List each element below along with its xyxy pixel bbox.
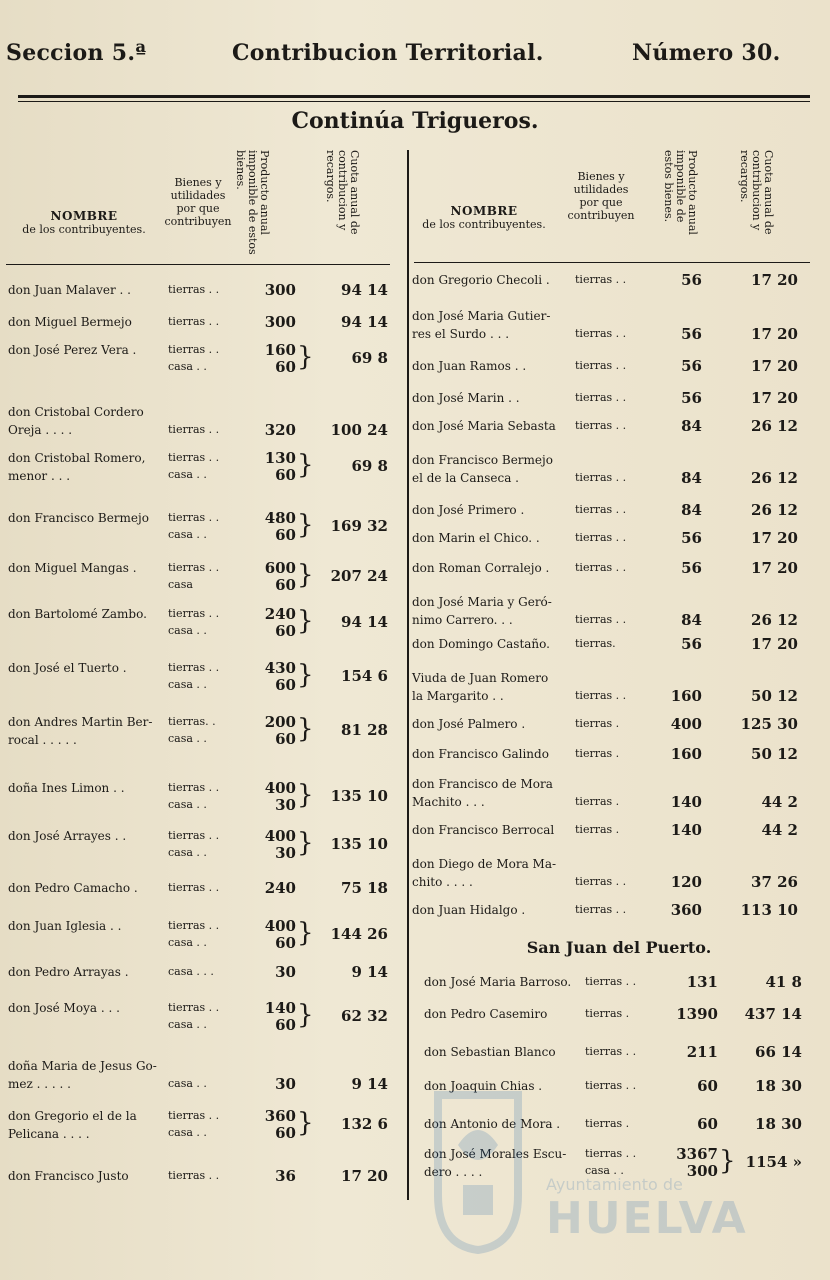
taxable-product: 84 <box>681 611 702 629</box>
contributor-name: don Francisco de Mora <box>412 777 553 791</box>
property-type: casa . . <box>168 1018 207 1031</box>
annual-quota: 207 24 <box>330 567 388 585</box>
annual-quota: 17 20 <box>751 389 798 407</box>
annual-quota: 66 14 <box>755 1043 802 1061</box>
taxable-product: 140 <box>264 999 296 1017</box>
property-type: tierras . . <box>575 391 627 404</box>
property-type: casa <box>168 578 193 591</box>
taxable-product: 211 <box>686 1043 718 1061</box>
annual-quota: 81 28 <box>341 721 388 739</box>
taxable-product: 240 <box>264 605 296 623</box>
taxable-product: 131 <box>686 973 718 991</box>
taxable-product: 60 <box>275 466 296 484</box>
annual-quota: 100 24 <box>330 421 388 439</box>
contributor-name: don Pedro Camacho . <box>8 881 138 895</box>
contributor-name: don Gregorio Checoli . <box>412 273 550 287</box>
taxable-product: 56 <box>681 357 702 375</box>
property-type: tierras . . <box>575 471 627 484</box>
section-heading: Seccion 5.ª <box>6 40 147 66</box>
left-header-producto: Producto anual imponible de estos bienes. <box>234 150 271 255</box>
annual-quota: 26 12 <box>751 469 798 487</box>
nombre-sublabel: de los contribuyentes. <box>22 223 146 236</box>
taxable-product: 160 <box>670 745 702 763</box>
watermark-line1: Ayuntamiento de <box>546 1175 683 1194</box>
property-type: tierras . . <box>585 1079 637 1092</box>
contributor-name: don Francisco Bermejo <box>8 511 149 525</box>
annual-quota: 62 32 <box>341 1007 388 1025</box>
watermark-line2: HUELVA <box>546 1193 748 1244</box>
contributor-name: don José Maria Sebasta <box>412 419 556 433</box>
property-type: tierras . . <box>575 689 627 702</box>
property-type: casa . . <box>585 1164 624 1177</box>
contributor-name: don José Marin . . <box>412 391 520 405</box>
taxable-product: 60 <box>275 730 296 748</box>
annual-quota: 132 6 <box>341 1115 388 1133</box>
contributor-name: don Andres Martin Ber- <box>8 715 153 729</box>
property-type: tierras . . <box>575 903 627 916</box>
annual-quota: 18 30 <box>755 1115 802 1133</box>
right-header-bienes: Bienes y utilidades por que contribuyen <box>567 170 635 222</box>
contributor-name: don Francisco Berrocal <box>412 823 555 837</box>
annual-quota: 17 20 <box>751 529 798 547</box>
brace-icon: } <box>297 1000 314 1030</box>
property-type: tierras . . <box>168 1109 220 1122</box>
taxable-product: 480 <box>264 509 296 527</box>
property-type: casa . . <box>168 624 207 637</box>
left-header-bienes: Bienes y utilidades por que contribuyen <box>164 176 232 228</box>
annual-quota: 1154 » <box>745 1153 802 1171</box>
contributor-name: don José Palmero . <box>412 717 526 731</box>
contributor-name: don Cristobal Cordero <box>8 405 144 419</box>
taxable-product: 200 <box>264 713 296 731</box>
annual-quota: 69 8 <box>351 457 388 475</box>
contributor-name: don Juan Iglesia . . <box>8 919 122 933</box>
contributor-name: mez . . . . . <box>8 1077 71 1091</box>
taxable-product: 56 <box>681 271 702 289</box>
property-type: tierras . <box>575 717 620 730</box>
taxable-product: 84 <box>681 469 702 487</box>
taxable-product: 84 <box>681 501 702 519</box>
taxable-product: 60 <box>697 1115 718 1133</box>
annual-quota: 26 12 <box>751 417 798 435</box>
taxable-product: 36 <box>275 1167 296 1185</box>
taxable-product: 400 <box>264 827 296 845</box>
contributor-name: res el Surdo . . . <box>412 327 510 341</box>
left-header-nombre <box>4 210 164 236</box>
property-type: tierras. <box>575 637 616 650</box>
property-type: tierras . . <box>575 273 627 286</box>
brace-icon: } <box>297 342 314 372</box>
brace-icon: } <box>719 1146 736 1176</box>
contributor-name: dero . . . . <box>424 1165 483 1179</box>
contributor-name: don Juan Hidalgo . <box>412 903 526 917</box>
brace-icon: } <box>297 828 314 858</box>
taxable-product: 30 <box>275 1075 296 1093</box>
contributor-name: don Cristobal Romero, <box>8 451 146 465</box>
annual-quota: 17 20 <box>751 357 798 375</box>
annual-quota: 94 14 <box>341 313 388 331</box>
annual-quota: 94 14 <box>341 613 388 631</box>
annual-quota: 26 12 <box>751 501 798 519</box>
property-type: tierras . . <box>585 1045 637 1058</box>
taxable-product: 360 <box>264 1107 296 1125</box>
taxable-product: 300 <box>686 1162 718 1180</box>
property-type: tierras . . <box>575 561 627 574</box>
subtitle: Continúa Trigueros. <box>291 108 539 134</box>
annual-quota: 9 14 <box>351 963 388 981</box>
contributor-name: Oreja . . . . <box>8 423 73 437</box>
taxable-product: 1390 <box>676 1005 718 1023</box>
property-type: tierras . . <box>168 661 220 674</box>
taxable-product: 30 <box>275 844 296 862</box>
property-type: tierras . . <box>575 503 627 516</box>
taxable-product: 84 <box>681 417 702 435</box>
annual-quota: 154 6 <box>341 667 388 685</box>
property-type: tierras . . <box>585 975 637 988</box>
nombre-label: NOMBRE <box>50 209 118 223</box>
annual-quota: 125 30 <box>740 715 798 733</box>
property-type: tierras . . <box>168 451 220 464</box>
property-type: casa . . <box>168 528 207 541</box>
taxable-product: 400 <box>264 917 296 935</box>
contributor-name: el de la Canseca . <box>412 471 519 485</box>
nombre-sublabel-right: de los contribuyentes. <box>422 218 546 231</box>
column-divider <box>407 150 409 1200</box>
section-san-juan-title: San Juan del Puerto. <box>526 938 712 957</box>
contributor-name: don Roman Corralejo . <box>412 561 550 575</box>
taxable-product: 60 <box>275 676 296 694</box>
taxable-product: 60 <box>275 622 296 640</box>
contributor-name: don José Primero . <box>412 503 525 517</box>
contributor-name: don Juan Malaver . . <box>8 283 131 297</box>
property-type: tierras . <box>575 795 620 808</box>
contributor-name: don José Morales Escu- <box>424 1147 567 1161</box>
property-type: casa . . <box>168 1126 207 1139</box>
taxable-product: 120 <box>670 873 702 891</box>
taxable-product: 3367 <box>676 1145 718 1163</box>
annual-quota: 17 20 <box>751 559 798 577</box>
taxable-product: 300 <box>264 281 296 299</box>
taxable-product: 60 <box>697 1077 718 1095</box>
right-header-cuota: Cuota anual de contribucion y recargos. <box>738 150 775 235</box>
coat-of-arms-icon <box>428 1085 528 1255</box>
annual-quota: 135 10 <box>330 835 388 853</box>
taxable-product: 60 <box>275 526 296 544</box>
contributor-name: doña Maria de Jesus Go- <box>8 1059 157 1073</box>
annual-quota: 169 32 <box>330 517 388 535</box>
property-type: tierras . . <box>575 359 627 372</box>
contributor-name: don Antonio de Mora . <box>424 1117 561 1131</box>
contributor-name: don José Maria Gutier- <box>412 309 551 323</box>
right-header-nombre <box>410 205 558 231</box>
brace-icon: } <box>297 606 314 636</box>
property-type: tierras . . <box>168 283 220 296</box>
property-type: tierras . . <box>168 315 220 328</box>
brace-icon: } <box>297 918 314 948</box>
nombre-label-right: NOMBRE <box>450 204 518 218</box>
property-type: tierras. . <box>168 715 216 728</box>
contributor-name: don Francisco Justo <box>8 1169 129 1183</box>
brace-icon: } <box>297 1108 314 1138</box>
brace-icon: } <box>297 560 314 590</box>
contributor-name: don Francisco Galindo <box>412 747 549 761</box>
taxable-product: 160 <box>264 341 296 359</box>
header-rule-thin <box>18 101 810 102</box>
contributor-name: don Francisco Bermejo <box>412 453 553 467</box>
property-type: tierras . . <box>168 343 220 356</box>
contributor-name: don Diego de Mora Ma- <box>412 857 557 871</box>
annual-quota: 17 20 <box>341 1167 388 1185</box>
property-type: tierras . <box>585 1117 630 1130</box>
property-type: tierras . . <box>575 327 627 340</box>
contributor-name: don José Maria Barroso. <box>424 975 572 989</box>
taxable-product: 430 <box>264 659 296 677</box>
property-type: casa . . <box>168 468 207 481</box>
annual-quota: 17 20 <box>751 635 798 653</box>
contributor-name: rocal . . . . . <box>8 733 77 747</box>
property-type: tierras . <box>575 747 620 760</box>
contributor-name: don Marin el Chico. . <box>412 531 540 545</box>
contributor-name: don José el Tuerto . <box>8 661 127 675</box>
taxable-product: 56 <box>681 529 702 547</box>
taxable-product: 30 <box>275 796 296 814</box>
taxable-product: 360 <box>670 901 702 919</box>
annual-quota: 41 8 <box>765 973 802 991</box>
contributor-name: Machito . . . <box>412 795 485 809</box>
property-type: casa . . <box>168 678 207 691</box>
property-type: tierras . . <box>575 875 627 888</box>
taxable-product: 56 <box>681 559 702 577</box>
watermark <box>428 1085 758 1265</box>
header-rule <box>18 95 810 98</box>
property-type: casa . . <box>168 936 207 949</box>
property-type: tierras . . <box>168 881 220 894</box>
property-type: casa . . <box>168 798 207 811</box>
contributor-name: menor . . . <box>8 469 71 483</box>
property-type: tierras . . <box>168 1001 220 1014</box>
page-title: Contribucion Territorial. <box>232 40 544 66</box>
contributor-name: don José Moya . . . <box>8 1001 120 1015</box>
annual-quota: 75 18 <box>341 879 388 897</box>
contributor-name: don Pedro Arrayas . <box>8 965 129 979</box>
property-type: tierras . . <box>168 423 220 436</box>
annual-quota: 135 10 <box>330 787 388 805</box>
contributor-name: don Bartolomé Zambo. <box>8 607 147 621</box>
annual-quota: 9 14 <box>351 1075 388 1093</box>
taxable-product: 56 <box>681 635 702 653</box>
annual-quota: 144 26 <box>330 925 388 943</box>
annual-quota: 69 8 <box>351 349 388 367</box>
taxable-product: 400 <box>264 779 296 797</box>
taxable-product: 60 <box>275 358 296 376</box>
annual-quota: 44 2 <box>761 793 798 811</box>
brace-icon: } <box>297 714 314 744</box>
annual-quota: 17 20 <box>751 271 798 289</box>
page-number: Número 30. <box>632 40 781 66</box>
contributor-name: don Pedro Casemiro <box>424 1007 548 1021</box>
brace-icon: } <box>297 510 314 540</box>
contributor-name: don Miguel Bermejo <box>8 315 132 329</box>
taxable-product: 60 <box>275 1124 296 1142</box>
contributor-name: don José Arrayes . . <box>8 829 127 843</box>
property-type: tierras . . <box>168 511 220 524</box>
property-type: tierras . . <box>575 613 627 626</box>
contributor-name: Viuda de Juan Romero <box>412 671 549 685</box>
right-header-producto: Producto anual imponible de estos bienes. <box>662 150 699 235</box>
taxable-product: 60 <box>275 1016 296 1034</box>
property-type: casa . . <box>168 1077 207 1090</box>
property-type: tierras . . <box>575 531 627 544</box>
taxable-product: 140 <box>670 793 702 811</box>
annual-quota: 50 12 <box>751 687 798 705</box>
contributor-name: la Margarito . . <box>412 689 504 703</box>
property-type: tierras . . <box>585 1147 637 1160</box>
taxable-product: 140 <box>670 821 702 839</box>
property-type: casa . . . <box>168 965 214 978</box>
taxable-product: 56 <box>681 389 702 407</box>
taxable-product: 130 <box>264 449 296 467</box>
contributor-name: don Joaquin Chias . <box>424 1079 543 1093</box>
annual-quota: 37 26 <box>751 873 798 891</box>
taxable-product: 60 <box>275 576 296 594</box>
contributor-name: don José Maria y Geró- <box>412 595 552 609</box>
brace-icon: } <box>297 450 314 480</box>
contributor-name: don Sebastian Blanco <box>424 1045 556 1059</box>
taxable-product: 240 <box>264 879 296 897</box>
contributor-name: don Domingo Castaño. <box>412 637 550 651</box>
annual-quota: 94 14 <box>341 281 388 299</box>
taxable-product: 56 <box>681 325 702 343</box>
contributor-name: Pelicana . . . . <box>8 1127 90 1141</box>
taxable-product: 160 <box>670 687 702 705</box>
annual-quota: 437 14 <box>744 1005 802 1023</box>
property-type: tierras . . <box>168 607 220 620</box>
property-type: tierras . <box>575 823 620 836</box>
annual-quota: 50 12 <box>751 745 798 763</box>
property-type: tierras . <box>585 1007 630 1020</box>
left-header-rule <box>6 264 390 265</box>
annual-quota: 44 2 <box>761 821 798 839</box>
taxable-product: 60 <box>275 934 296 952</box>
brace-icon: } <box>297 660 314 690</box>
taxable-product: 300 <box>264 313 296 331</box>
property-type: tierras . . <box>168 829 220 842</box>
property-type: tierras . . <box>168 561 220 574</box>
property-type: casa . . <box>168 732 207 745</box>
annual-quota: 113 10 <box>740 901 798 919</box>
property-type: tierras . . <box>168 781 220 794</box>
contributor-name: don Gregorio el de la <box>8 1109 137 1123</box>
left-header-cuota: Cuota anual de contribucion y recargos. <box>324 150 361 235</box>
contributor-name: don José Perez Vera . <box>8 343 137 357</box>
contributor-name: don Miguel Mangas . <box>8 561 137 575</box>
taxable-product: 400 <box>670 715 702 733</box>
contributor-name: nimo Carrero. . . <box>412 613 513 627</box>
property-type: tierras . . <box>168 919 220 932</box>
annual-quota: 26 12 <box>751 611 798 629</box>
taxable-product: 600 <box>264 559 296 577</box>
contributor-name: don Juan Ramos . . <box>412 359 527 373</box>
annual-quota: 17 20 <box>751 325 798 343</box>
taxable-product: 30 <box>275 963 296 981</box>
contributor-name: chito . . . . <box>412 875 473 889</box>
property-type: tierras . . <box>575 419 627 432</box>
property-type: tierras . . <box>168 1169 220 1182</box>
contributor-name: doña Ines Limon . . <box>8 781 125 795</box>
brace-icon: } <box>297 780 314 810</box>
taxable-product: 320 <box>264 421 296 439</box>
property-type: casa . . <box>168 846 207 859</box>
annual-quota: 18 30 <box>755 1077 802 1095</box>
property-type: casa . . <box>168 360 207 373</box>
right-header-rule <box>414 262 810 263</box>
